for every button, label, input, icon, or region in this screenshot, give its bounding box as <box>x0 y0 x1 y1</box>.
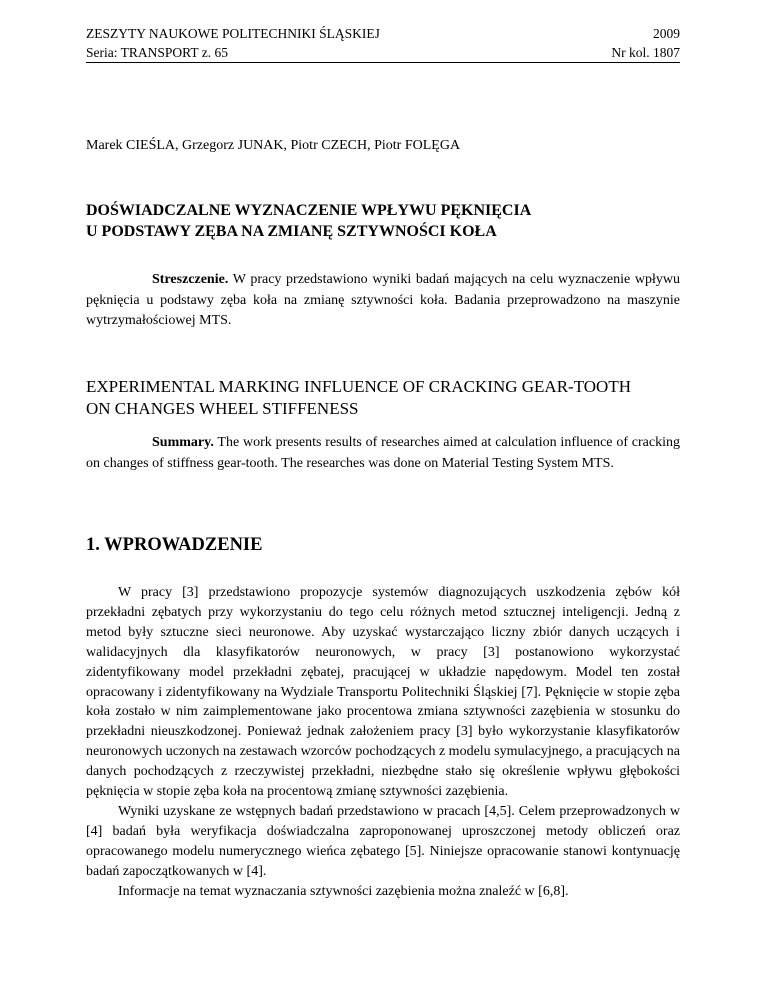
abstract-english-lead: Summary. <box>152 435 214 450</box>
section-body <box>86 583 680 902</box>
abstract-polish-lead: Streszczenie. <box>152 272 229 287</box>
journal-series: Seria: TRANSPORT z. 65 <box>86 45 228 60</box>
body-paragraph-2: Wyniki uzyskane ze wstępnych badań przedstawiono w pracach [4,5]. Celem przeprowadzonych w [4] badań była weryfikacja doświadczalna zaproponowanej uproszczonej metody obliczeń oraz opracowanego modelu numerycznego wieńca zębatego [5]. Niniejsze opracowanie stanowi kontynuację badań zapoczątkowanych w [4]. <box>86 803 680 879</box>
body-paragraph-1: W pracy [3] przedstawiono propozycje systemów diagnozujących uszkodzenia zębów kół przekładni zębatych przy wykorzystaniu do tego celu różnych metod sztucznej inteligencji. Jedną z metod były sztuczne sieci neuronowe. Aby uzyskać wystarczająco liczny zbiór danych uczących i walidacyjnych dla klasyfikatorów neuronowych, w pracy [3] postanowiono wykorzystać zidentyfikowany model przekładni zębatej, pracującej w układzie napędowym. Model ten został opracowany i zidentyfikowany na Wydziale Transportu Politechniki Śląskiej [7]. Pęknięcie w stopie zęba koła zostało w nim zaimplementowane jako procentowa zmiana sztywności zazębienia w stosunku do przekładni nieuszkodzonej. Ponieważ jednak założeniem pracy [3] było wykorzystanie klasyfikatorów neuronowych uczonych na zestawach wzorców pochodzących z modelu symulacyjnego, a pracujących na danych pochodzących z rzeczywistej przekładni, niezbędne stało się określenie wpływu głębokości pęknięcia w stopie zęba koła na procentową zmianę sztywności zazębienia. <box>86 585 680 800</box>
title-english <box>86 376 686 420</box>
journal-name: ZESZYTY NAUKOWE POLITECHNIKI ŚLĄSKIEJ <box>86 26 380 41</box>
issue-number: Nr kol. 1807 <box>611 45 680 60</box>
title-polish <box>86 200 686 242</box>
abstract-polish-text: W pracy przedstawiono wyniki badań mających na celu wyznaczenie wpływu pęknięcia u podstawy zęba koła na zmianę sztywności koła. Badania przeprowadzono na maszynie wytrzymałościowej MTS. <box>86 272 680 328</box>
abstract-polish <box>86 270 680 332</box>
authors-line: Marek CIEŚLA, Grzegorz JUNAK, Piotr CZECH, Piotr FOLĘGA <box>86 138 461 153</box>
abstract-english-text: The work presents results of researches aimed at calculation influence of cracking on changes of stiffness gear-tooth. The researches was done on Material Testing System MTS. <box>86 435 680 471</box>
abstract-english <box>86 433 680 474</box>
title-polish-line-1: DOŚWIADCZALNE WYZNACZENIE WPŁYWU PĘKNIĘCIA <box>86 202 532 219</box>
section-heading: 1. WPROWADZENIE <box>86 535 263 555</box>
title-polish-line-2: U PODSTAWY ZĘBA NA ZMIANĘ SZTYWNOŚCI KOŁA <box>86 223 497 240</box>
body-paragraph-3: Informacje na temat wyznaczania sztywności zazębienia można znaleźć w [6,8]. <box>118 883 569 899</box>
header-divider <box>86 62 680 63</box>
publication-year: 2009 <box>653 26 680 41</box>
title-english-line-2: ON CHANGES WHEEL STIFFENESS <box>86 399 359 418</box>
title-english-line-1: EXPERIMENTAL MARKING INFLUENCE OF CRACKING GEAR-TOOTH <box>86 377 631 396</box>
